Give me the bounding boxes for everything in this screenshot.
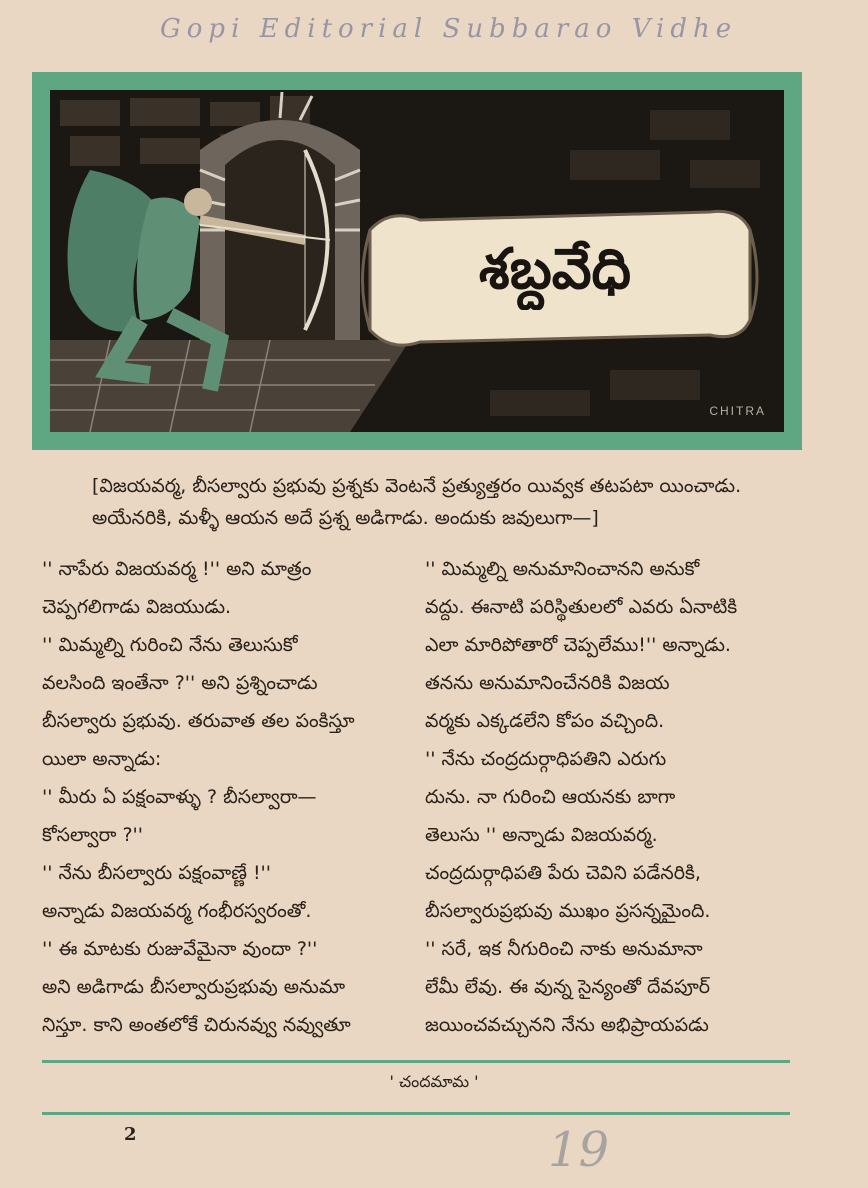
text-line: '' నాపేరు విజయవర్మ !'' అని మాత్రం: [42, 558, 312, 580]
handwritten-note: Gopi Editorial Subbarao Vidhe: [160, 14, 738, 44]
text-line: దును. నా గురించి ఆయనకు బాగా: [425, 786, 676, 808]
text-line: చంద్రదుర్గాధిపతి పేరు చెవిని పడేనరికి,: [425, 862, 701, 884]
magazine-name: ' చందమామ ': [389, 1072, 479, 1091]
text-line: '' నేను చంద్రదుర్గాధిపతిని ఎరుగు: [425, 748, 667, 770]
text-line: '' సరే, ఇక నీగురించి నాకు అనుమానా: [425, 938, 703, 960]
text-line: కోసల్వారా ?'': [42, 824, 143, 846]
archer-illustration: [50, 90, 784, 432]
story-title: శబ్దవేధి: [478, 237, 632, 302]
text-line: ఎలా మారిపోతారో చెప్పలేము!'' అన్నాడు.: [425, 634, 731, 656]
artist-signature: CHITRA: [709, 404, 766, 418]
text-line: వర్మకు ఎక్కడలేని కోపం వచ్చింది.: [425, 710, 665, 732]
text-line: నిస్తూ. కాని అంతలోకే చిరునవ్వు నవ్వుతూ: [42, 1014, 351, 1036]
pencil-mark: 19: [548, 1122, 610, 1178]
text-line: '' మిమ్మల్ని అనుమానించానని అనుకో: [425, 558, 700, 580]
text-line: తనను అనుమానించేనరికి విజయ: [425, 672, 670, 694]
text-line: '' నేను బీసల్వారు పక్షంవాణ్ణే !'': [42, 862, 272, 884]
footer-rule-top: [42, 1060, 790, 1063]
page-number: 2: [124, 1124, 137, 1145]
text-line: చెప్పగలిగాడు విజయుడు.: [42, 596, 232, 618]
text-line: '' మిమ్మల్ని గురించి నేను తెలుసుకో: [42, 634, 298, 656]
text-line: యిలా అన్నాడు:: [42, 748, 162, 770]
text-line: వద్దు. ఈనాటి పరిస్థితులలో ఎవరు ఏనాటికి: [425, 596, 738, 618]
text-line: '' ఈ మాటకు రుజువేమైనా వుందా ?'': [42, 938, 318, 960]
footer-rule-bottom: [42, 1112, 790, 1115]
text-line: జయించవచ్చునని నేను అభిప్రాయపడు: [425, 1014, 709, 1036]
text-line: అన్నాడు విజయవర్మ గంభీరస్వరంతో.: [42, 900, 312, 922]
text-line: బీసల్వారుప్రభువు ముఖం ప్రసన్నమైంది.: [425, 900, 711, 922]
right-column: [425, 552, 789, 1046]
title-banner: [32, 72, 802, 450]
left-column: [42, 552, 406, 1046]
text-line: తెలుసు '' అన్నాడు విజయవర్మ.: [425, 824, 658, 846]
text-line: '' మీరు ఏ పక్షంవాళ్ళు ? బీసల్వారా—: [42, 786, 317, 808]
text-line: అని అడిగాడు బీసల్వారుప్రభువు అనుమా: [42, 976, 346, 998]
text-line: వలసింది ఇంతేనా ?'' అని ప్రశ్నించాడు: [42, 672, 318, 694]
text-line: లేమీ లేవు. ఈ వున్న సైన్యంతో దేవపూర్: [425, 976, 711, 998]
intro-paragraph: [విజయవర్మ, బీసల్వారు ప్రభువు ప్రశ్నకు వెంటనే ప్రత్యుత్తరం యివ్వక తటపటా యించాడు. అయేనరికి, మళ్ళీ ఆయన అదే ప్రశ్న అడిగాడు. అందుకు జవులుగా—]: [92, 475, 742, 529]
text-line: బీసల్వారు ప్రభువు. తరువాత తల పంకిస్తూ: [42, 710, 355, 732]
